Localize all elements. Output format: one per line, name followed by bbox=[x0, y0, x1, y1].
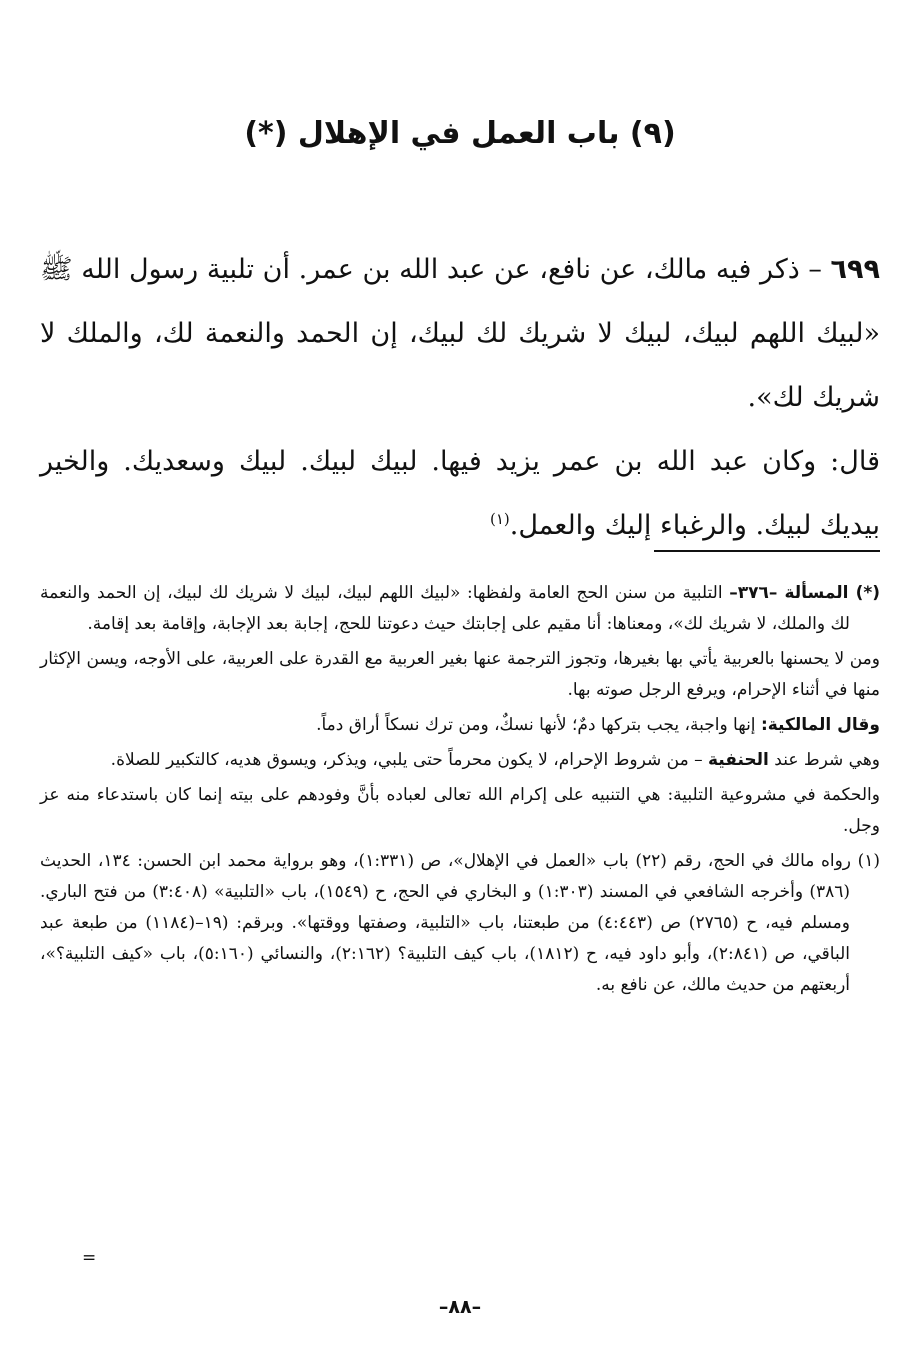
hanafi-label: الحنفية bbox=[708, 750, 769, 770]
hadith-text bbox=[40, 238, 880, 558]
commentary-notes bbox=[40, 578, 880, 1005]
masala-text: التلبية من سنن الحج العامة ولفظها: «لبيك اللهم لبيك، لبيك لا شريك لك لبيك، إن الحمد والنعمة لك والملك، لا شريك لك»، ومعناها: أنا مقيم على إجابتك حيث دعوتنا للحج، إجابة بعد الإجابة، وإقامة بعد إقامة. bbox=[40, 583, 850, 634]
hadith-paragraph bbox=[40, 238, 880, 430]
book-page bbox=[40, 0, 880, 1371]
masala-label: (*) المسألة –٣٧٦– bbox=[729, 583, 881, 603]
note-paragraph bbox=[40, 578, 880, 640]
note-paragraph bbox=[40, 745, 880, 776]
footnote-separator bbox=[654, 550, 880, 552]
note-paragraph bbox=[40, 710, 880, 741]
maliki-label: وقال المالكية: bbox=[760, 715, 880, 735]
page-number: –٨٨– bbox=[438, 1296, 482, 1318]
footnote-reference: (١) bbox=[490, 510, 510, 528]
maliki-text: إنها واجبة، يجب بتركها دمٌ؛ لأنها نسكٌ، ومن ترك نسكاً أراق دماً. bbox=[316, 715, 756, 735]
hadith-body: – ذكر فيه مالك، عن نافع، عن عبد الله بن عمر. أن تلبية رسول الله ﷺ «لبيك اللهم لبيك، لبيك لا شريك لك لبيك، إن الحمد والنعمة لك، والملك لا شريك لك». bbox=[40, 254, 880, 413]
note-paragraph: ومن لا يحسنها بالعربية يأتي بها بغيرها، وتجوز الترجمة عنها بغير العربية مع القدرة على العربية، على الأوجه، ويسن الإكثار منها في أثناء الإحرام، ويرفع الرجل صوته بها. bbox=[40, 649, 880, 700]
footnote: (١) رواه مالك في الحج، رقم (٢٢) باب «العمل في الإهلال»، ص (١:٣٣١)، وهو برواية محمد ابن الحسن: ١٣٤، الحديث (٣٨٦) وأخرجه الشافعي في المسند (١:٣٠٣) و البخاري في الحج، ح (١٥٤٩)، باب «التلبية» (٣:٤٠٨) من فتح الباري. ومسلم فيه، ح (٢٧٦٥) ص (٤:٤٤٣) من طبعتنا، باب «التلبية، وصفتها ووقتها». وبرقم: (١٩–(١١٨٤) من طبعة عبد الباقي، ص (٢:٨٤١)، وأبو داود فيه، ح (١٨١٢)، باب كيف التلبية؟ (٢:١٦٢)، والنسائي (٥:١٦٠)، باب «كيف التلبية؟»، أربعتهم من حديث مالك، عن نافع به. bbox=[40, 851, 881, 995]
hanafi-prefix: وهي شرط عند bbox=[774, 750, 880, 770]
chapter-title: (٩) باب العمل في الإهلال (*) bbox=[244, 116, 676, 151]
hadith-number: ٦٩٩ bbox=[830, 254, 880, 285]
continuation-mark: = bbox=[82, 1248, 97, 1268]
hadith-paragraph bbox=[40, 430, 880, 558]
note-paragraph: والحكمة في مشروعية التلبية: هي التنبيه على إكرام الله تعالى لعباده بأنَّ وفودهم على بيته إنما كان باستدعاء منه عز وجل. bbox=[40, 785, 880, 836]
hanafi-text: – من شروط الإحرام، لا يكون محرماً حتى يلبي، ويذكر، ويسوق هديه، كالتكبير للصلاة. bbox=[110, 750, 703, 770]
hadith-addition: قال: وكان عبد الله بن عمر يزيد فيها. لبيك لبيك. لبيك وسعديك. والخير بيديك لبيك. والرغباء إليك والعمل. bbox=[40, 446, 880, 541]
